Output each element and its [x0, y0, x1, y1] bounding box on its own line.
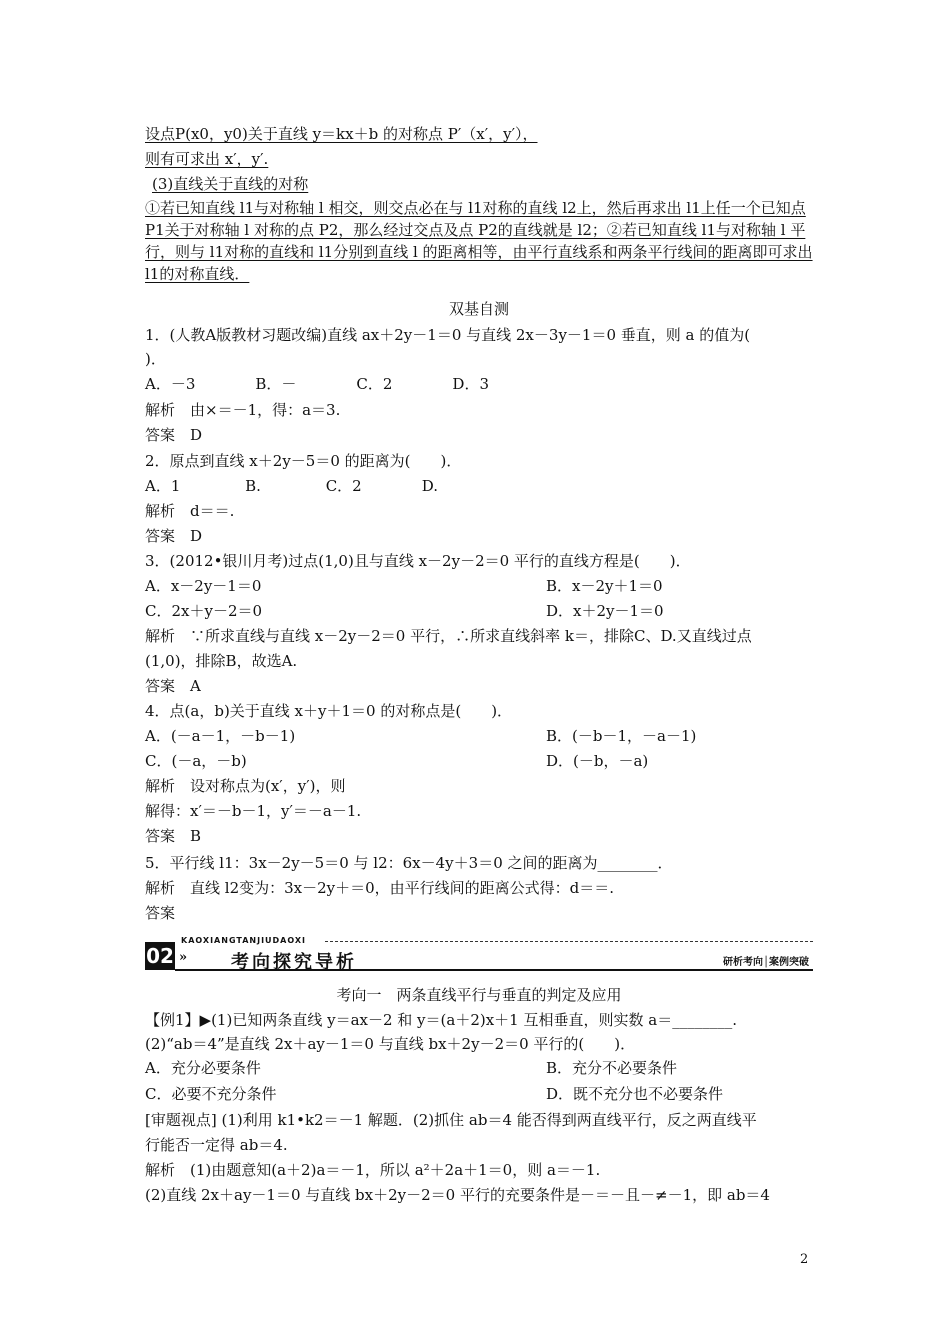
example-1-part-1: 【例1】▶(1)已知两条直线 y＝ax－2 和 y＝(a＋2)x＋1 互相垂直，则实数 a＝________.: [145, 1011, 737, 1029]
q1-analysis: 解析 由×＝－1，得：a＝3.: [145, 401, 341, 419]
top-line-1: 设点P(x0，y0)关于直线 y＝kx＋b 的对称点 P′（x′，y′），: [145, 125, 538, 143]
section-banner: [145, 938, 813, 972]
topic-heading: 考向一 两条直线平行与垂直的判定及应用: [336, 986, 622, 1004]
chevron-icon: »: [179, 950, 188, 965]
q4-analysis: 解析 设对称点为(x′，y′)，则: [145, 777, 346, 795]
example-option-a: A．充分必要条件: [145, 1059, 261, 1077]
q2-options: A．1 B. C．2 D.: [145, 477, 438, 495]
q1-answer: 答案 D: [145, 426, 203, 444]
example-option-b: B．充分不必要条件: [546, 1059, 678, 1077]
q2-analysis: 解析 d＝＝.: [145, 502, 235, 520]
q3-analysis-cont: (1,0)，排除B，故选A.: [145, 652, 298, 670]
banner-subtitle: 研析考向│案例突破: [722, 957, 809, 968]
q2-answer: 答案 D: [145, 527, 203, 545]
q3-option-a: A．x－2y－1＝0: [145, 577, 262, 595]
banner-rule: [175, 969, 813, 971]
q4-option-d: D．(－b，－a): [546, 752, 649, 770]
symmetry-paragraph: ①若已知直线 l1与对称轴 l 相交，则交点必在与 l1对称的直线 l2上，然后再求出 l1上任一个已知点 P1关于对称轴 l 对称的点 P2，那么经过交点及点 P2的直线就是 l2；②若已知直线 l1与对称轴 l 平行，则与 l1对称的直线和 l1分别到直线 l 的距离相等，由平行直线系和两条平行线间的距离即可求出 l1的对称直线．: [145, 199, 813, 283]
q4-option-c: C．(－a，－b): [145, 752, 247, 770]
q4-option-a: A．(－a－1，－b－1): [145, 727, 296, 745]
review-viewpoint: [审题视点] (1)利用 k1•k2＝－1 解题．(2)抓住 ab＝4 能否得到两直线平行，反之两直线平: [145, 1111, 757, 1129]
q4-stem: 4．点(a，b)关于直线 x＋y＋1＝0 的对称点是( )．: [145, 702, 513, 720]
example-option-c: C．必要不充分条件: [145, 1085, 277, 1103]
q1-stem: 1．(人教A版教材习题改编)直线 ax＋2y－1＝0 与直线 2x－3y－1＝0 垂直，则 a 的值为(: [145, 326, 751, 344]
review-viewpoint-cont: 行能否一定得 ab＝4.: [145, 1136, 288, 1154]
banner-title: 考向探究导析: [231, 952, 357, 973]
q2-stem: 2．原点到直线 x＋2y－5＝0 的距离为( )．: [145, 452, 462, 470]
section-number-badge: 02: [146, 944, 174, 968]
q3-stem: 3．(2012•银川月考)过点(1,0)且与直线 x－2y－2＝0 平行的直线方程是( )．: [145, 552, 691, 570]
q4-analysis-cont: 解得：x′＝－b－1，y′＝－a－1.: [145, 802, 362, 820]
example-analysis-2: (2)直线 2x＋ay－1＝0 与直线 bx＋2y－2＝0 平行的充要条件是－＝－且－≠－1，即 ab＝4: [145, 1186, 770, 1204]
q1-options: A．－3 B．－ C．2 D．3: [145, 375, 489, 393]
q3-option-c: C．2x＋y－2＝0: [145, 602, 263, 620]
q3-analysis: 解析 ∵所求直线与直线 x－2y－2＝0 平行，∴所求直线斜率 k＝，排除C、D.又直线过点: [145, 627, 752, 645]
q3-option-d: D．x＋2y－1＝0: [546, 602, 664, 620]
top-line-3: (3)直线关于直线的对称: [152, 175, 309, 193]
example-option-d: D．既不充分也不必要条件: [546, 1085, 724, 1103]
q1-stem-cont: )．: [145, 350, 166, 368]
example-1-part-2: (2)“ab＝4”是直线 2x＋ay－1＝0 与直线 bx＋2y－2＝0 平行的( )．: [145, 1035, 636, 1053]
section-pinyin: KAOXIANGTANJIUDAOXI: [181, 936, 307, 945]
q5-stem: 5．平行线 l1：3x－2y－5＝0 与 l2：6x－4y＋3＝0 之间的距离为________．: [145, 854, 673, 872]
q3-answer: 答案 A: [145, 677, 201, 695]
page-number: 2: [800, 1252, 809, 1267]
q5-analysis: 解析 直线 l2变为：3x－2y＋＝0，由平行线间的距离公式得：d＝＝.: [145, 879, 615, 897]
top-line-2: 则有可求出 x′，y′.: [145, 150, 269, 168]
q4-answer: 答案 B: [145, 827, 202, 845]
example-analysis-1: 解析 (1)由题意知(a＋2)a＝－1，所以 a²＋2a＋1＝0，则 a＝－1.: [145, 1161, 601, 1179]
q4-option-b: B．(－b－1，－a－1): [546, 727, 697, 745]
section-heading: 双基自测: [448, 300, 509, 318]
banner-dashed-rule: [325, 941, 813, 942]
q5-answer: 答案: [145, 904, 176, 922]
q3-option-b: B．x－2y＋1＝0: [546, 577, 663, 595]
